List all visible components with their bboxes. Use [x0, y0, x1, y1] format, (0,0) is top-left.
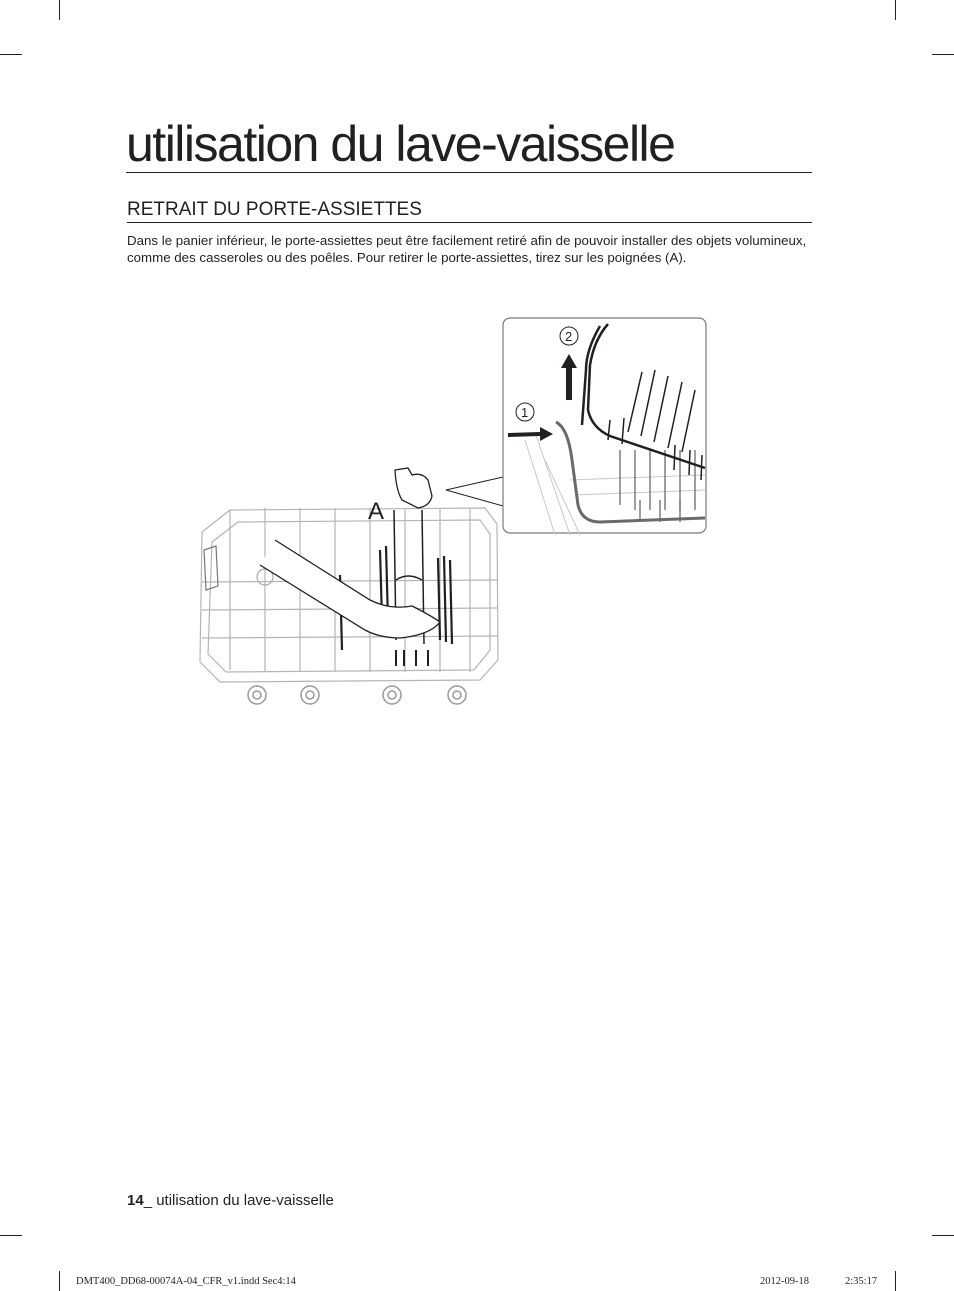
step-1-label: 1 [521, 405, 529, 420]
crop-mark [932, 1235, 954, 1236]
callout-pointer [446, 477, 503, 506]
hand-illustration [260, 468, 440, 638]
body-paragraph: Dans le panier inférieur, le porte-assiettes peut être facilement retiré afin de pouvoir installer des objets volumineux, comme des casseroles ou des poêles. Pour retirer le porte-assiettes, tirez sur les poignées (A). [127, 233, 807, 265]
crop-mark [59, 1271, 60, 1291]
section-heading: RETRAIT DU PORTE-ASSIETTES [127, 199, 812, 223]
zoom-callout [503, 318, 706, 535]
slug-time: 2:35:17 [845, 1276, 878, 1287]
crop-mark [0, 54, 22, 55]
label-a: A [368, 498, 385, 525]
footer-text: _ utilisation du lave-vaisselle [143, 1192, 334, 1209]
page-title: utilisation du lave-vaisselle [126, 116, 812, 173]
basket-wheels [248, 686, 466, 704]
crop-mark [895, 1271, 896, 1291]
slug-file: DMT400_DD68-00074A-04_CFR_v1.indd Sec4:14 [76, 1276, 296, 1287]
step-2-label: 2 [565, 329, 573, 344]
crop-mark [59, 0, 60, 20]
crop-mark [895, 0, 896, 20]
slug-date: 2012-09-18 [760, 1276, 809, 1287]
plate-rack [340, 510, 452, 666]
dish-rack-illustration [190, 310, 720, 710]
crop-mark [0, 1235, 22, 1236]
page-footer [127, 1192, 334, 1209]
crop-mark [932, 54, 954, 55]
page-number: 14 [127, 1192, 144, 1209]
